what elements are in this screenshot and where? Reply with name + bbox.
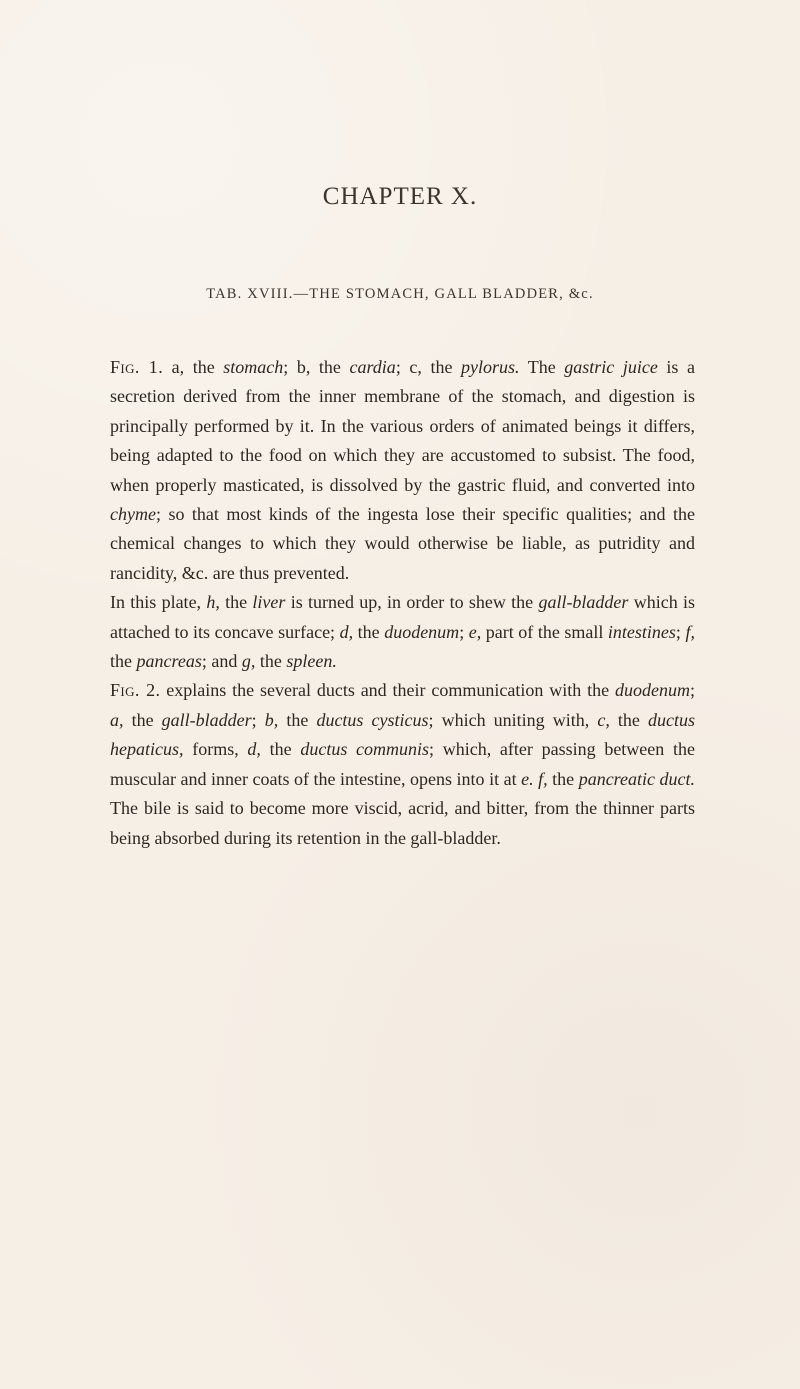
plate-text-j: ; and — [201, 651, 242, 672]
plate-h: h, — [206, 592, 220, 613]
fig-1-text-d: the — [318, 357, 350, 377]
fig-2-label: Fig. 2. — [110, 680, 161, 701]
fig-2-paragraph — [110, 676, 695, 852]
plate-text-f: ; — [459, 621, 469, 642]
plate-liver: liver — [252, 592, 286, 613]
fig-2-c: c, — [597, 709, 610, 730]
fig-2-f: f, — [538, 768, 548, 789]
plate-paragraph — [110, 588, 695, 676]
fig-2-gall-bladder: gall-bladder — [161, 709, 252, 730]
plate-text-c: is turned up, in order to shew the — [285, 592, 539, 613]
fig-2-pancreatic-duct: pancreatic duct. — [578, 768, 696, 789]
plate-text-b: the — [219, 592, 253, 613]
fig-2-text-f: ; which uniting with, — [428, 709, 598, 730]
fig-1-chyme: chyme — [110, 504, 156, 525]
fig-1-text-h: is a secretion derived from the inner membrane of the stomach, and digestion is principally performed by it. In the various orders of animated beings it differs, being adapted to the food on which they are accustomed to subsist. The food, when properly masticated, is dissolved by the gastric fluid, and converted into — [110, 357, 695, 495]
plate-text-h: ; — [675, 621, 686, 642]
plate-spleen: spleen. — [286, 651, 337, 672]
fig-1-text-e: ; c, — [395, 357, 431, 377]
fig-1-text-a: a, — [163, 357, 193, 377]
fig-2-ductus-communis: ductus communis — [300, 739, 430, 760]
plate-d: d, — [339, 621, 354, 642]
fig-1-text-b: the — [192, 357, 224, 377]
plate-duodenum: duodenum — [384, 621, 460, 642]
fig-2-text-j: ; which, after passing between the muscular and inner coats of the intestine, opens into it at — [110, 739, 695, 789]
plate-f: f, — [685, 621, 695, 642]
fig-1-text-i: ; so that most kinds of the ingesta lose their specific qualities; and the chemical changes to which they would otherwise be liable, as putridity and rancidity, &c. are thus prevented. — [110, 504, 695, 583]
fig-2-text-l: the — [547, 768, 579, 789]
fig-2-text-c: the — [123, 709, 162, 730]
plate-gall-bladder: gall-bladder — [538, 592, 629, 613]
plate-text-a: In this plate, — [110, 592, 207, 613]
plate-text-i: the — [110, 651, 137, 672]
plate-text-k: the — [255, 651, 287, 672]
plate-pancreas: pancreas — [136, 651, 202, 672]
fig-2-ductus-cysticus: ductus cysticus — [316, 709, 429, 730]
fig-1-label: Fig. 1. — [110, 357, 164, 377]
fig-2-a: a, — [110, 709, 124, 730]
fig-1-text-g: The — [519, 357, 565, 377]
fig-2-duodenum: duodenum — [614, 680, 690, 701]
paper-speck — [548, 290, 550, 292]
plate-text-d: which is attached to its concave surface; — [110, 592, 696, 642]
fig-2-b: b, — [264, 709, 279, 730]
body-text — [110, 353, 695, 853]
fig-1-cardia: cardia — [349, 357, 396, 377]
plate-intestines: intestines — [607, 621, 676, 642]
fig-2-e: e. — [521, 768, 534, 789]
fig-1-stomach: stomach — [223, 357, 284, 377]
plate-text-e: the — [353, 621, 385, 642]
fig-2-text-m: The bile is said to become more viscid, acrid, and bitter, from the thinner parts being absorbed during its retention in the gall-bladder. — [110, 798, 695, 848]
plate-title: TAB. XVIII.—THE STOMACH, GALL BLADDER, &c. — [206, 286, 594, 302]
fig-2-text-e: the — [278, 709, 317, 730]
fig-1-gastric-juice: gastric juice — [564, 357, 658, 377]
fig-2-d: d, — [247, 739, 261, 760]
fig-1-paragraph — [110, 353, 695, 588]
fig-2-text-i: the — [260, 739, 301, 760]
fig-2-text-g: the — [609, 709, 648, 730]
fig-1-pylorus: pylorus. — [461, 357, 520, 377]
fig-2-text-d: ; — [251, 709, 265, 730]
plate-e: e, — [468, 621, 482, 642]
fig-2-text-b: ; — [689, 680, 695, 701]
fig-1-text-f: the — [430, 357, 461, 377]
fig-2-ductus-hepaticus: ductus hepaticus, — [110, 709, 695, 760]
plate-text-g: part of the small — [481, 621, 608, 642]
chapter-title: CHAPTER X. — [322, 183, 478, 210]
fig-2-text-a: explains the several ducts and their communication with the — [160, 680, 615, 701]
plate-g: g, — [241, 651, 256, 672]
fig-2-text-h: forms, — [183, 739, 248, 760]
fig-1-text-c: ; b, — [283, 357, 319, 377]
